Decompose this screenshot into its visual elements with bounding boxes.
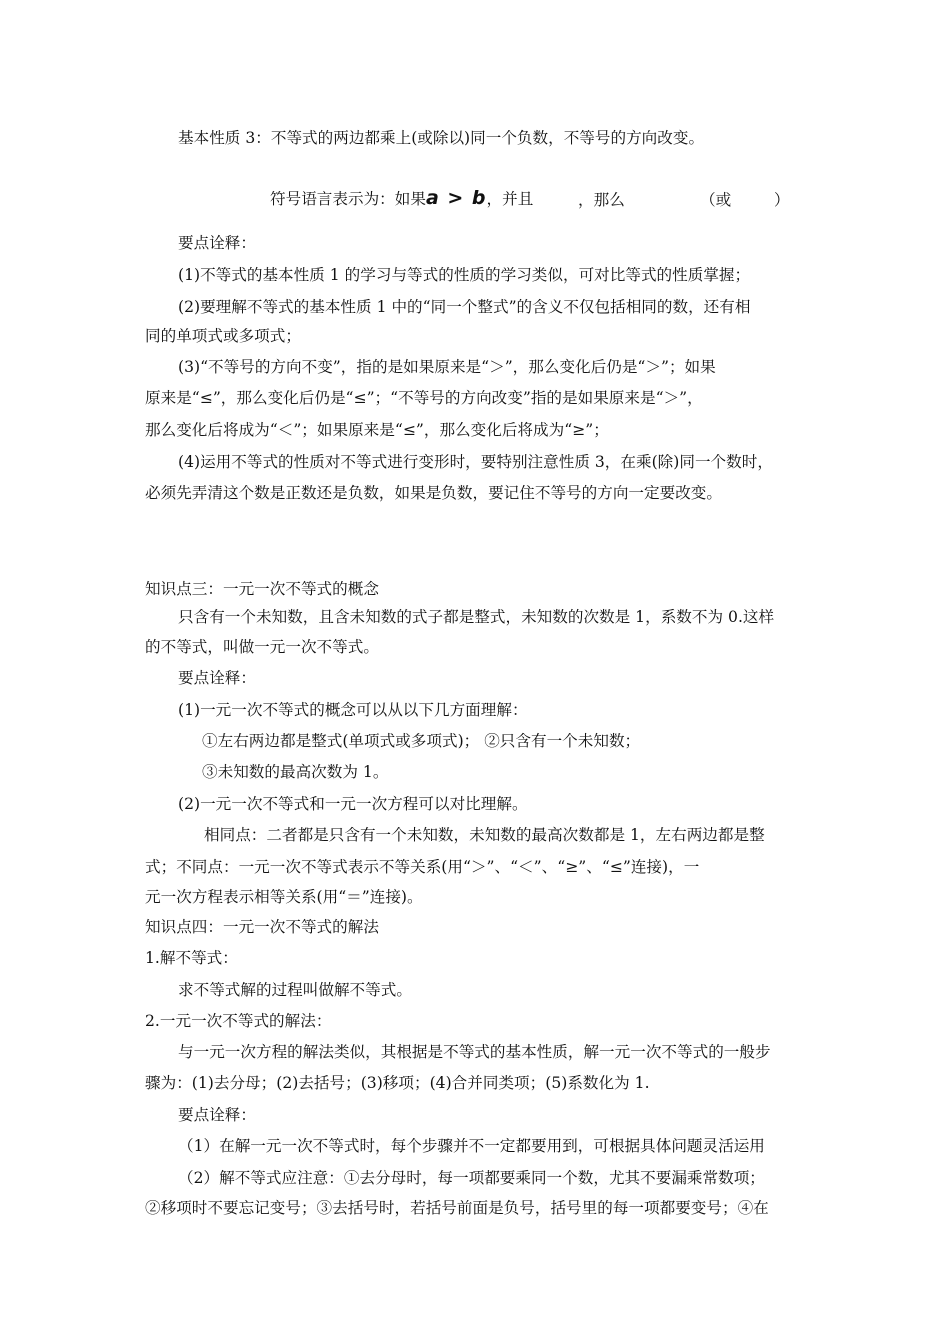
point4-note: ②移项时不要忘记变号；③去括号时，若括号前面是负号，括号里的每一项都要变号；④在 (145, 1199, 769, 1217)
point4-notes-heading: 要点诠释： (178, 1106, 256, 1124)
point4-heading: 知识点四：一元一次不等式的解法 (145, 918, 379, 936)
point3-subitem: ③未知数的最高次数为 1。 (202, 763, 389, 781)
point3-notes-heading: 要点诠释： (178, 669, 256, 687)
notes1-line: (1)不等式的基本性质 1 的学习与等式的性质的学习类似，可对比等式的性质掌握； (178, 266, 751, 284)
point3-item: (2)一元一次不等式和一元一次方程可以对比理解。 (178, 795, 528, 813)
notes1-line: (4)运用不等式的性质对不等式进行变形时，要特别注意性质 3，在乘(除)同一个数时， (178, 453, 773, 471)
notes1-line: 原来是“≤”，那么变化后仍是“≤”；“不等号的方向改变”指的是如果原来是“＞”， (145, 389, 703, 407)
notes1-line: (2)要理解不等式的基本性质 1 中的“同一个整式”的含义不仅包括相同的数，还有相 (178, 298, 751, 316)
point4-section-text: 求不等式解的过程叫做解不等式。 (178, 981, 412, 999)
notes1-line: (3)“不等号的方向不变”，指的是如果原来是“＞”，那么变化后仍是“＞”；如果 (178, 358, 716, 376)
notes1-line: 必须先弄清这个数是正数还是负数，如果是负数，要记住不等号的方向一定要改变。 (145, 484, 722, 502)
notes1-line: 同的单项式或多项式； (145, 327, 301, 345)
point4-section-title: 1.解不等式： (145, 949, 238, 967)
point3-item: (1)一元一次不等式的概念可以从以下几方面理解： (178, 701, 528, 719)
symbolic-and: ，并且 (486, 190, 534, 208)
point3-definition: 只含有一个未知数，且含未知数的式子都是整式，未知数的次数是 1，系数不为 0.这样 (178, 608, 775, 626)
notes1-heading: 要点诠释： (178, 234, 256, 252)
notes1-line: 那么变化后将成为“＜”；如果原来是“≤”，那么变化后将成为“≥”； (145, 421, 609, 439)
symbolic-prefix: 符号语言表示为：如果 (270, 190, 426, 208)
point4-note: （1）在解一元一次不等式时，每个步骤并不一定都要用到，可根据具体问题灵活运用 (178, 1137, 765, 1155)
property3-statement: 基本性质 3：不等式的两边都乘上(或除以)同一个负数，不等号的方向改变。 (178, 129, 705, 147)
point3-heading: 知识点三：一元一次不等式的概念 (145, 580, 379, 598)
point3-comparison: 元一次方程表示相等关系(用“＝”连接)。 (145, 888, 423, 906)
symbolic-close: ） (774, 191, 790, 209)
point4-section-text: 与一元一次方程的解法类似，其根据是不等式的基本性质，解一元一次不等式的一般步 (178, 1043, 771, 1061)
point3-comparison: 式；不同点：一元一次不等式表示不等关系(用“＞”、“＜”、“≥”、“≤”连接)，一 (145, 858, 700, 876)
symbolic-then: ，那么 (578, 191, 625, 209)
symbolic-or: （或 (700, 191, 732, 209)
point3-subitem: ①左右两边都是整式(单项式或多项式)； ②只含有一个未知数； (202, 732, 641, 750)
point3-definition: 的不等式，叫做一元一次不等式。 (145, 638, 379, 656)
symbolic-expression: a > b (425, 187, 487, 209)
point3-comparison: 相同点：二者都是只含有一个未知数，未知数的最高次数都是 1，左右两边都是整 (204, 826, 765, 844)
point4-note: （2）解不等式应注意：①去分母时，每一项都要乘同一个数，尤其不要漏乘常数项； (178, 1169, 765, 1187)
point4-section-text: 骤为：(1)去分母；(2)去括号；(3)移项；(4)合并同类项；(5)系数化为 1. (145, 1074, 650, 1092)
point4-section-title: 2.一元一次不等式的解法： (145, 1012, 332, 1030)
symbolic-line (270, 188, 533, 209)
